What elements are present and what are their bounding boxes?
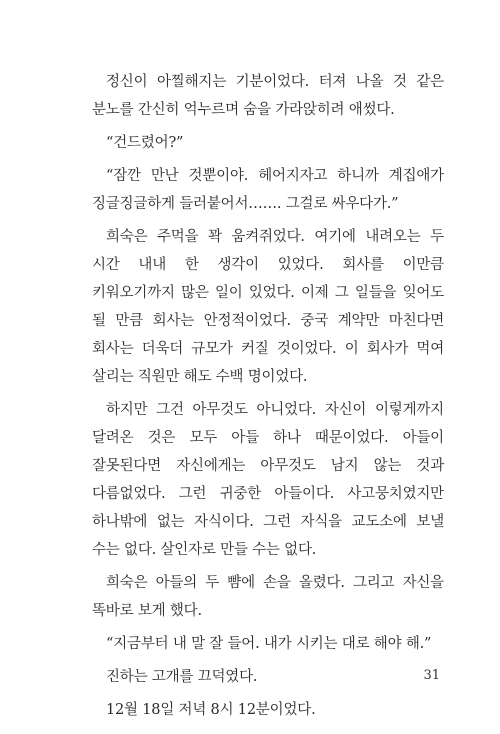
- paragraph-6: 희숙은 아들의 두 뺨에 손을 올렸다. 그리고 자신을 똑바로 보게 했다.: [92, 575, 444, 619]
- paragraph-3: “잠깐 만난 것뿐이야. 헤어지자고 하니까 계집애가 징글징글하게 들러붙어서……. 그걸로 싸우다가.”: [92, 168, 444, 212]
- body-text: [92, 68, 444, 729]
- paragraph-8: 진하는 고개를 끄덕였다.: [106, 669, 258, 685]
- paragraph-7: “지금부터 내 말 잘 들어. 내가 시키는 대로 해야 해.”: [106, 636, 432, 652]
- page-number: 31: [423, 668, 440, 683]
- paragraph-4: 희숙은 주먹을 꽉 움켜쥐었다. 여기에 내려오는 두 시간 내내 한 생각이 있었다. 회사를 이만큼 키워오기까지 많은 일이 있었다. 이제 그 일들을 잊어도 될 만큼 회사는 안정적이었다. 중국 계약만 마친다면 회사는 더욱더 규모가 커질 것이었다. 이 회사가 먹여 살리는 직원만 해도 수백 명이었다.: [92, 229, 444, 385]
- paragraph-9: 12월 18일 저녁 8시 12분이었다.: [106, 702, 316, 718]
- paragraph-5: 하지만 그건 아무것도 아니었다. 자신이 이렇게까지 달려온 것은 모두 아들 하나 때문이었다. 아들이 잘못된다면 자신에게는 아무것도 남지 않는 것과 다름없었다. 그런 귀중한 아들이다. 사고뭉치였지만 하나밖에 없는 자식이다. 그런 자식을 교도소에 보낼 수는 없다. 살인자로 만들 수는 없다.: [92, 402, 444, 558]
- paragraph-1: 정신이 아찔해지는 기분이었다. 터져 나올 것 같은 분노를 간신히 억누르며 숨을 가라앉히려 애썼다.: [92, 74, 444, 118]
- paragraph-2: “건드렸어?”: [106, 135, 184, 151]
